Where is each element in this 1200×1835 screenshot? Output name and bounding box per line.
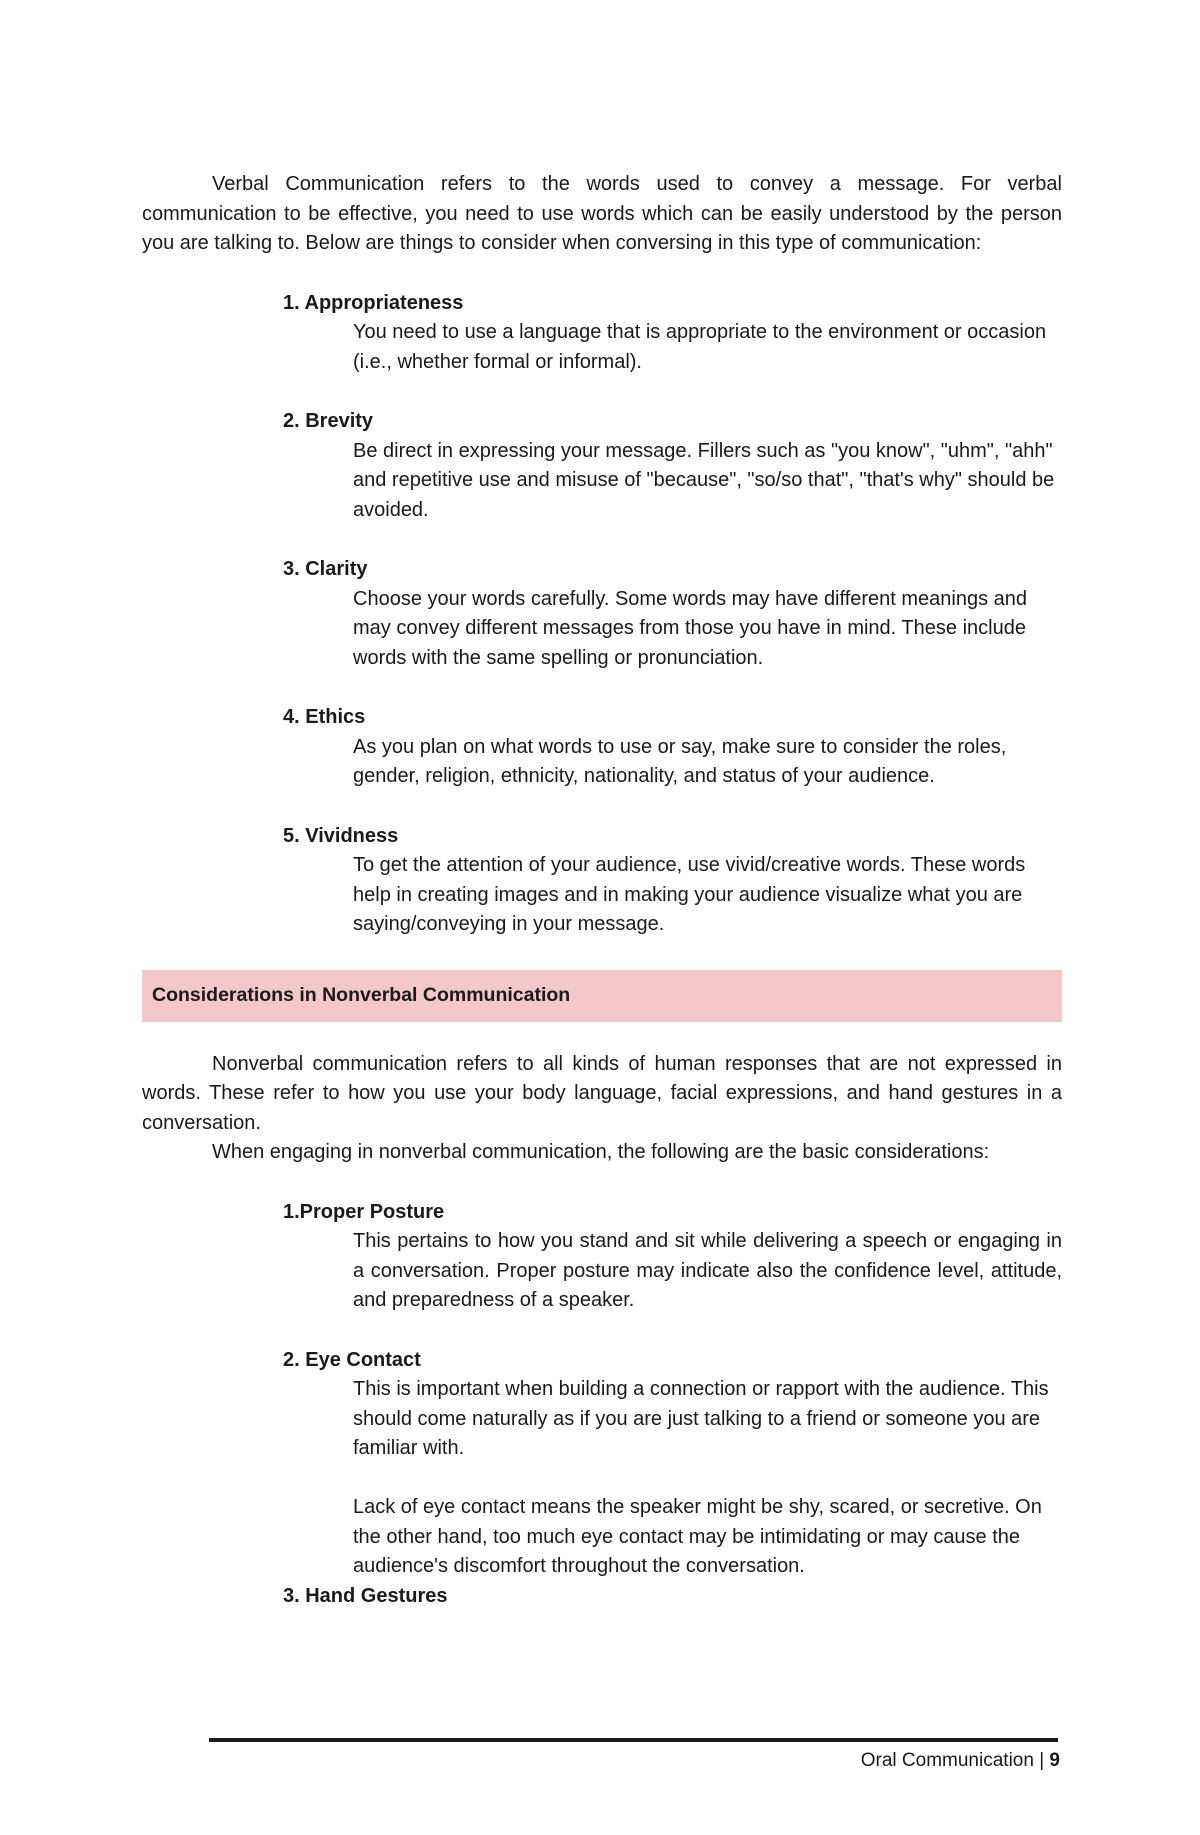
nonverbal-intro-block	[142, 1050, 1062, 1168]
item-title: 3. Hand Gestures	[283, 1584, 448, 1607]
nonverbal-considerations-list	[142, 1198, 1062, 1612]
item-description	[353, 733, 1062, 792]
footer-divider	[209, 1738, 1058, 1742]
item-description	[353, 318, 1062, 377]
item-title: 2. Eye Contact	[283, 1348, 421, 1371]
item-title: 2. Brevity	[283, 410, 374, 432]
item-title: 3. Clarity	[283, 558, 368, 580]
section-heading-banner	[142, 970, 1062, 1022]
item-description	[353, 1375, 1062, 1582]
nonverbal-intro: Nonverbal communication refers to all kinds of human responses that are not expressed in words. These refer to how you use your body language, facial expressions, and hand gestures in a conversation.	[142, 1052, 1062, 1134]
page-content	[142, 170, 1062, 1611]
list-item	[283, 1198, 1062, 1316]
item-description	[353, 851, 1062, 940]
item-description-text: Choose your words carefully. Some words may have different meanings and may convey different messages from those you have in mind. These include words with the same spelling or pronunciation.	[353, 587, 1028, 669]
item-description-text: As you plan on what words to use or say, make sure to consider the roles, gender, religion, ethnicity, nationality, and status of your audience.	[353, 735, 1007, 787]
item-description-text: You need to use a language that is appropriate to the environment or occasion (i.e., whether formal or informal).	[353, 321, 1047, 373]
item-description	[353, 437, 1062, 526]
item-title: 5. Vividness	[283, 824, 399, 847]
verbal-considerations-list	[142, 289, 1062, 940]
list-item	[283, 407, 1062, 525]
list-item	[283, 822, 1062, 940]
page-footer	[861, 1750, 1060, 1772]
page-number: 9	[1049, 1750, 1060, 1771]
verbal-intro: Verbal Communication refers to the words used to convey a message. For verbal communication to be effective, you need to use words which can be easily understood by the person you are talking to. Below are things to consider when conversing in this type of communication:	[142, 173, 1062, 254]
item-description	[353, 1227, 1062, 1316]
list-item	[283, 1582, 1062, 1612]
item-description-text: To get the attention of your audience, use vivid/creative words. These words help in creating images and in making your audience visualize what you are saying/conveying in your message.	[353, 854, 1026, 935]
list-item	[283, 1346, 1062, 1582]
item-description-text: This is important when building a connection or rapport with the audience. This should come naturally as if you are just talking to a friend or someone you are familiar with.	[353, 1378, 1049, 1459]
nonverbal-intro-2: When engaging in nonverbal communication, the following are the basic considerations:	[212, 1141, 990, 1163]
list-item	[283, 703, 1062, 792]
item-description-text: Lack of eye contact means the speaker might be shy, scared, or secretive. On the other hand, too much eye contact may be intimidating or may cause the audience's discomfort throughout the conversation.	[353, 1496, 1042, 1577]
item-title: 1.Proper Posture	[283, 1200, 445, 1223]
item-description	[353, 585, 1062, 674]
list-item	[283, 289, 1062, 378]
item-title: 1. Appropriateness	[283, 291, 464, 314]
item-description-text: Be direct in expressing your message. Fillers such as "you know", "uhm", "ahh" and repetitive use and misuse of "because", "so/so that", "that's why" should be avoided.	[353, 439, 1055, 521]
list-item	[283, 555, 1062, 673]
item-title: 4. Ethics	[283, 706, 366, 728]
footer-label: Oral Communication |	[860, 1750, 1050, 1771]
section-heading: Considerations in Nonverbal Communication	[152, 983, 571, 1006]
item-description-text: This pertains to how you stand and sit while delivering a speech or engaging in a conversation. Proper posture may indicate also the confidence level, attitude, and preparedness of a speaker.	[353, 1230, 1062, 1311]
